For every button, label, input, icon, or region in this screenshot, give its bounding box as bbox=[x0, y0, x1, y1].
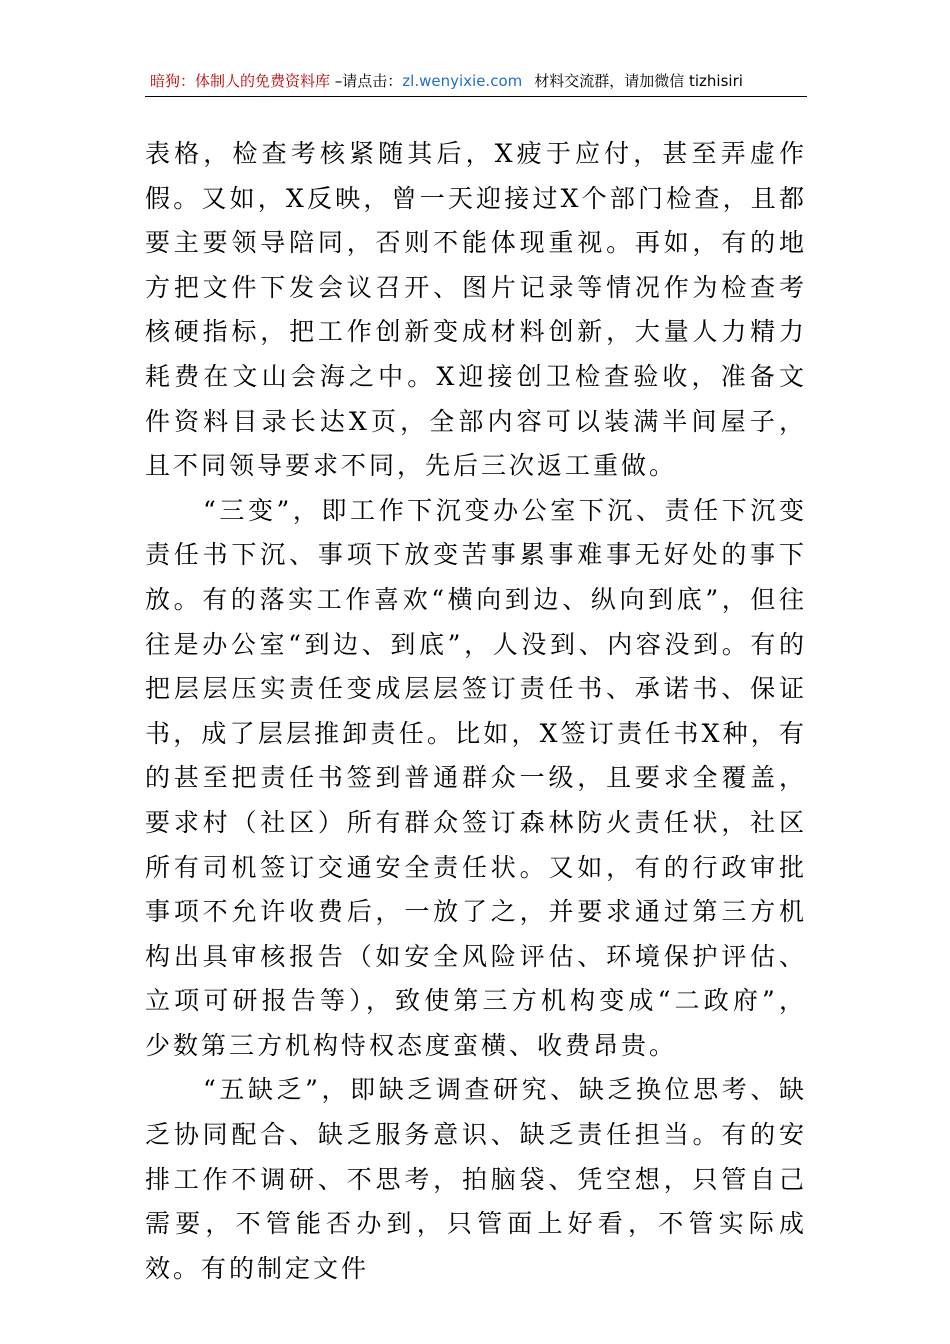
page-header bbox=[145, 68, 807, 97]
header-brand: 暗狗：体制人的免费资料库 bbox=[150, 72, 331, 90]
header-prompt: –请点击： bbox=[330, 72, 403, 90]
paragraph-continuation: 表格，检查考核紧随其后，X疲于应付，甚至弄虚作假。又如，X反映，曾一天迎接过X个部门检查，且都要主要领导陪同，否则不能体现重视。再如，有的地方把文件下发会议召开、图片记录等情况作为检查考核硬指标，把工作创新变成材料创新，大量人力精力耗费在文山会海之中。X迎接创卫检查验收，准备文件资料目录长达X页，全部内容可以装满半间屋子，且不同领导要求不同，先后三次返工重做。 bbox=[145, 139, 807, 481]
header-link[interactable]: zl.wenyixie.com bbox=[402, 72, 523, 90]
document-body bbox=[145, 132, 807, 1291]
paragraph-wu-que-fa: “五缺乏”，即缺乏调查研究、缺乏换位思考、缺乏协同配合、缺乏服务意识、缺乏责任担当。有的安排工作不调研、不思考，拍脑袋、凭空想，只管自己需要，不管能否办到，只管面上好看，不管实际成效。有的制定文件 bbox=[145, 1075, 807, 1283]
paragraph-san-bian: “三变”，即工作下沉变办公室下沉、责任下沉变责任书下沉、事项下放变苦事累事难事无好处的事下放。有的落实工作喜欢“横向到边、纵向到底”，但往往是办公室“到边、到底”，人没到、内容没到。有的把层层压实责任变成层层签订责任书、承诺书、保证书，成了层层推卸责任。比如，X签订责任书X种，有的甚至把责任书签到普通群众一级，且要求全覆盖，要求村（社区）所有群众签订森林防火责任状，社区所有司机签订交通安全责任状。又如，有的行政审批事项不允许收费后，一放了之，并要求通过第三方机构出具审核报告（如安全风险评估、环境保护评估、立项可研报告等），致使第三方机构变成“二政府”，少数第三方机构恃权态度蛮横、收费昂贵。 bbox=[145, 495, 807, 1060]
header-wechat-note: 材料交流群，请加微信 tizhisiri bbox=[534, 72, 743, 90]
